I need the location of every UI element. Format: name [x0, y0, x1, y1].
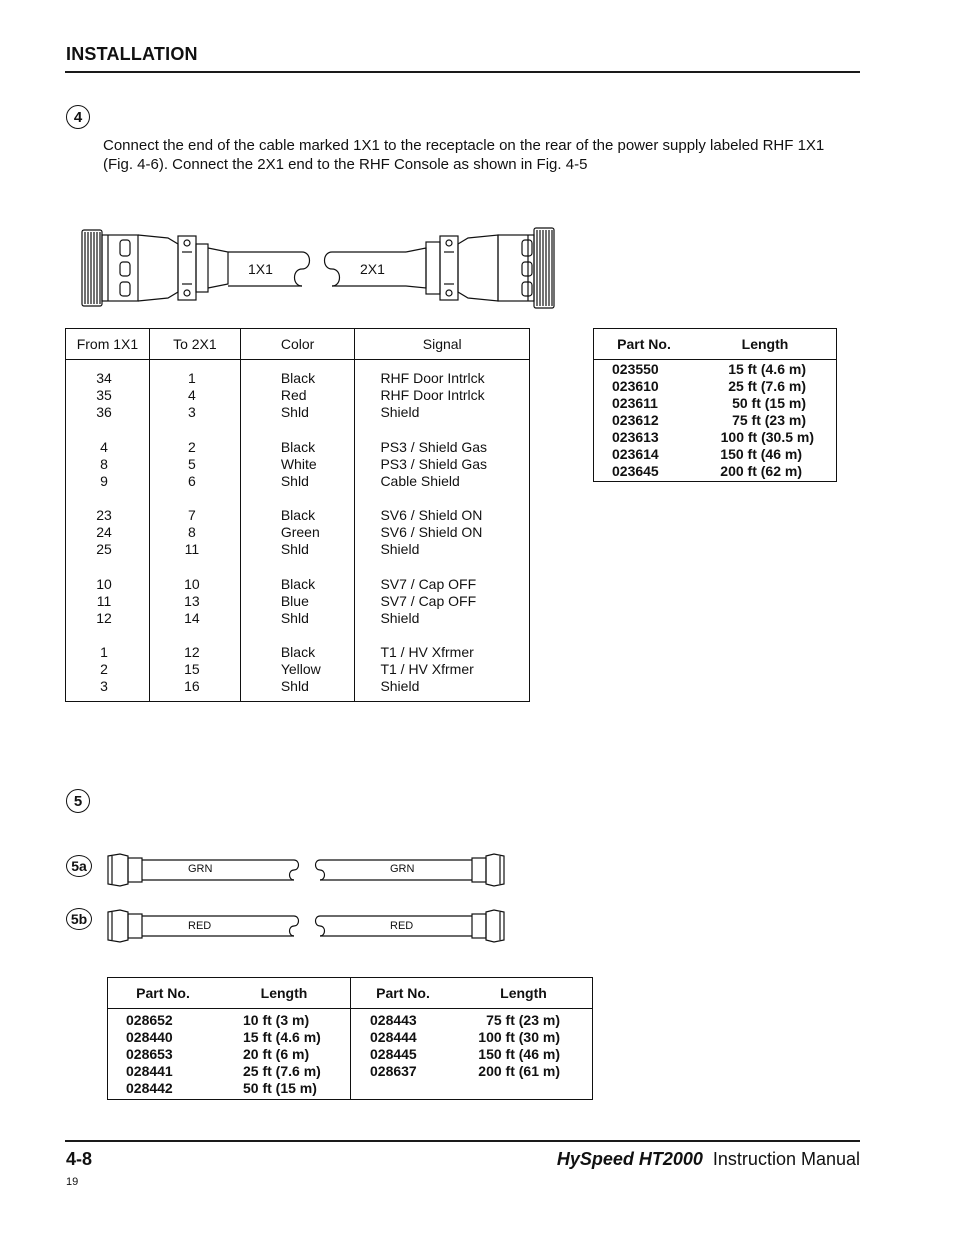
cell: 34: [96, 370, 112, 386]
cell: 5: [188, 455, 196, 472]
length-cell: 50 ft (15 m): [732, 395, 806, 411]
wire-connection-table: [65, 328, 530, 702]
cell: Black: [280, 575, 316, 592]
color-column: [240, 360, 355, 702]
part-number-cell: 028440: [126, 1029, 173, 1045]
part-number-cell: 028653: [126, 1046, 173, 1062]
part-number-cell: 028637: [370, 1063, 417, 1079]
product-brand: HySpeed HT2000: [556, 1149, 703, 1169]
part-number-cell: 028652: [126, 1012, 173, 1028]
cell: Shield: [380, 404, 420, 420]
cell: 15: [184, 661, 200, 677]
cell: Cable Shield: [380, 472, 460, 489]
part-number-cell: 023614: [612, 446, 659, 462]
cell: Green: [280, 524, 320, 540]
cell: 9: [100, 472, 108, 489]
cable-label-1x1: 1X1: [248, 261, 273, 277]
lead-part-number-table: [107, 977, 593, 1100]
cell: 11: [96, 592, 112, 609]
cell: 3: [188, 404, 196, 420]
cell: SV7 / Cap OFF: [380, 592, 477, 609]
cell: Shield: [380, 609, 420, 626]
red-label-right: RED: [390, 920, 414, 932]
table-row: [594, 412, 837, 429]
step-4-badge: 4: [66, 105, 90, 129]
table-row: [594, 378, 837, 395]
parts-table-header-row: [594, 329, 837, 360]
length-cell: 25 ft (7.6 m): [218, 1063, 351, 1080]
table-row: [108, 1063, 593, 1080]
length-cell: 200 ft (62 m): [720, 463, 802, 479]
cell: 11: [184, 541, 200, 557]
cell: RHF Door Intrlck: [380, 370, 485, 386]
cell: 12: [96, 609, 112, 626]
cell: 25: [96, 541, 112, 557]
table-row: [594, 446, 837, 463]
cell: SV7 / Cap OFF: [380, 575, 477, 592]
to-2x1-column: [149, 360, 240, 702]
cell: Black: [280, 438, 316, 455]
cell: 23: [96, 507, 112, 523]
header-length: Length: [694, 329, 837, 360]
cell: 10: [96, 575, 112, 592]
part-number-cell: 023550: [612, 361, 659, 377]
footer-small-number: 19: [66, 1176, 79, 1188]
cable-label-2x1: 2X1: [360, 261, 385, 277]
table-row: [108, 1009, 593, 1030]
part-number-cell: [351, 1080, 456, 1100]
cell: Red: [280, 387, 307, 403]
table-row: [594, 429, 837, 446]
header-from-1x1: From 1X1: [66, 329, 150, 360]
cell: 12: [184, 644, 200, 660]
grn-label-left: GRN: [188, 863, 213, 875]
table-row: [594, 463, 837, 482]
cell: 1: [188, 370, 196, 386]
header-length-1: Length: [218, 978, 351, 1009]
cell: Black: [280, 370, 316, 386]
cell: 35: [96, 387, 112, 403]
part-number-cell: 028444: [370, 1029, 417, 1045]
cell: 2: [188, 438, 196, 455]
part-number-cell: 023611: [612, 395, 658, 411]
length-cell: 15 ft (4.6 m): [218, 1029, 351, 1046]
cell: Shld: [280, 472, 309, 489]
cell: Shield: [380, 541, 420, 557]
table-row: [594, 395, 837, 412]
length-cell: 100 ft (30 m): [478, 1029, 560, 1045]
parts-table-2-header-row: [108, 978, 593, 1009]
table-row: [108, 1080, 593, 1100]
from-1x1-column: [66, 360, 150, 702]
cell: Black: [280, 507, 316, 523]
header-to-2x1: To 2X1: [149, 329, 240, 360]
length-cell: 150 ft (46 m): [478, 1046, 560, 1062]
header-rule: [65, 71, 860, 73]
step-5-badge: 5: [66, 789, 90, 813]
manual-title-text: Instruction Manual: [712, 1149, 860, 1169]
cell: White: [280, 455, 317, 472]
part-number-cell: 028441: [126, 1063, 173, 1079]
cell: 4: [188, 387, 196, 403]
cell: 14: [184, 609, 200, 626]
header-color: Color: [240, 329, 355, 360]
step-4-line-1: Connect the end of the cable marked 1X1 to the receptacle on the rear of the power supply labeled RHF 1X1: [103, 137, 825, 154]
part-number-cell: 023612: [612, 412, 659, 428]
cell: SV6 / Shield ON: [380, 524, 483, 540]
footer-rule: [65, 1140, 860, 1142]
part-number-cell: 028443: [370, 1012, 417, 1028]
cable-part-number-table: [593, 328, 837, 482]
grn-label-right: GRN: [390, 863, 415, 875]
step-5a-badge: 5a: [66, 855, 92, 877]
cell: 8: [188, 524, 196, 540]
cell: 10: [184, 575, 200, 592]
cell: 7: [188, 507, 196, 523]
section-title: INSTALLATION: [66, 44, 198, 64]
cell: PS3 / Shield Gas: [380, 455, 488, 472]
step-5b-badge: 5b: [66, 908, 92, 930]
length-cell: 200 ft (61 m): [478, 1063, 560, 1079]
cell: 16: [184, 678, 200, 694]
cell: Yellow: [280, 661, 321, 677]
part-number-cell: 023645: [612, 463, 659, 479]
part-number-cell: 028442: [126, 1080, 173, 1096]
cell: PS3 / Shield Gas: [380, 438, 488, 455]
cell: 13: [184, 592, 200, 609]
length-cell: [455, 1080, 593, 1100]
header-length-2: Length: [455, 978, 593, 1009]
length-cell: 75 ft (23 m): [486, 1012, 560, 1028]
cell: Blue: [280, 592, 309, 609]
grn-lead-diagram: [104, 850, 508, 890]
cell: Shield: [380, 678, 420, 694]
length-cell: 50 ft (15 m): [218, 1080, 351, 1100]
cell: Black: [280, 644, 316, 660]
cell: 4: [100, 438, 108, 455]
red-label-left: RED: [188, 920, 212, 932]
wire-table-header-row: [66, 329, 530, 360]
page-number: 4-8: [66, 1149, 93, 1169]
step-4-instructions: [103, 136, 863, 174]
part-number-cell: 023610: [612, 378, 659, 394]
table-row: [108, 1029, 593, 1046]
cell: 6: [188, 472, 196, 489]
cell: Shld: [280, 404, 309, 420]
red-lead-diagram: [104, 906, 508, 946]
length-cell: 150 ft (46 m): [720, 446, 802, 462]
part-number-cell: 023613: [612, 429, 659, 445]
cell: T1 / HV Xfrmer: [380, 661, 474, 677]
table-row: [594, 360, 837, 379]
cell: 24: [96, 524, 112, 540]
length-cell: 10 ft (3 m): [218, 1009, 351, 1030]
cable-connector-diagram: [70, 222, 565, 314]
step-4-line-2: (Fig. 4-6). Connect the 2X1 end to the RHF Console as shown in Fig. 4-5: [103, 156, 588, 173]
cell: Shld: [280, 609, 309, 626]
length-cell: 25 ft (7.6 m): [728, 378, 806, 394]
cell: Shld: [280, 541, 309, 557]
manual-title: [557, 1149, 860, 1170]
cell: SV6 / Shield ON: [380, 507, 483, 523]
header-signal: Signal: [355, 329, 530, 360]
header-part-no-2: Part No.: [351, 978, 456, 1009]
cell: 8: [100, 455, 108, 472]
cell: RHF Door Intrlck: [380, 387, 485, 403]
signal-column: [355, 360, 530, 702]
cell: T1 / HV Xfrmer: [380, 644, 474, 660]
length-cell: 75 ft (23 m): [732, 412, 806, 428]
part-number-cell: 028445: [370, 1046, 417, 1062]
length-cell: 100 ft (30.5 m): [720, 429, 814, 445]
length-cell: 15 ft (4.6 m): [728, 361, 806, 377]
header-part-no-1: Part No.: [108, 978, 219, 1009]
table-row: [66, 360, 530, 702]
cell: 2: [100, 661, 108, 677]
header-part-no: Part No.: [594, 329, 695, 360]
cell: 1: [100, 644, 108, 660]
table-row: [108, 1046, 593, 1063]
cell: Shld: [280, 678, 309, 694]
length-cell: 20 ft (6 m): [218, 1046, 351, 1063]
cell: 3: [100, 678, 108, 694]
cell: 36: [96, 404, 112, 420]
